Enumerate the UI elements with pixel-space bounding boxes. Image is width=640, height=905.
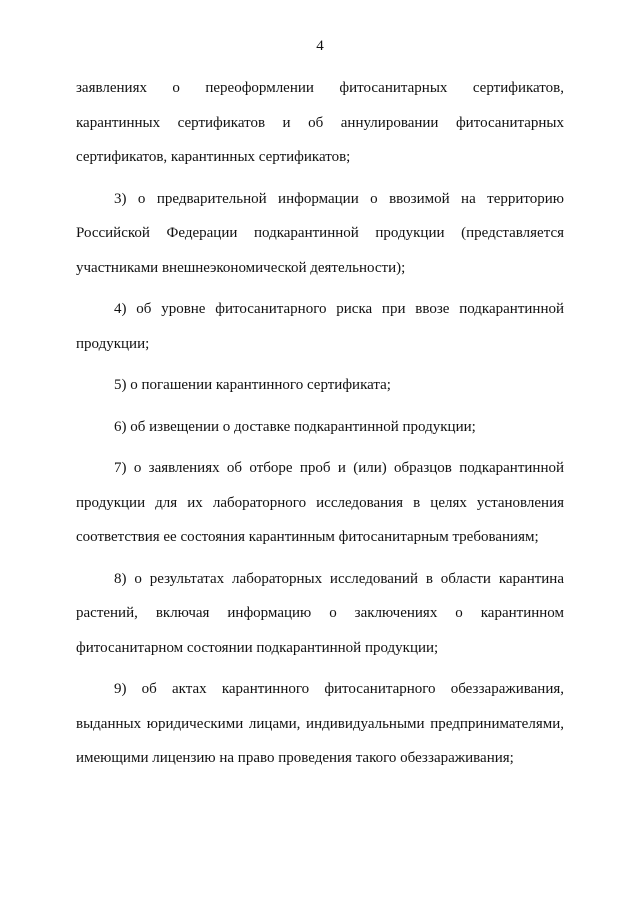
list-item-6: 6) об извещении о доставке подкарантинной продукции;: [114, 418, 476, 435]
list-item-4: 4) об уровне фитосанитарного риска при ввозе подкарантинной продукции;: [76, 301, 564, 352]
document-body: [76, 71, 564, 783]
list-item-8: 8) о результатах лабораторных исследований в области карантина растений, включая информацию о заключениях о карантинном фитосанитарном состоянии подкарантинной продукции;: [76, 570, 564, 656]
paragraph-continuation: заявлениях о переоформлении фитосанитарных сертификатов, карантинных сертификатов и об аннулировании фитосанитарных сертификатов, карантинных сертификатов;: [76, 80, 564, 165]
list-item-5: 5) о погашении карантинного сертификата;: [114, 377, 391, 393]
list-item-3: 3) о предварительной информации о ввозимой на территорию Российской Федерации подкарантинной продукции (представляется участниками внешнеэкономической деятельности);: [76, 190, 564, 276]
list-item-9: 9) об актах карантинного фитосанитарного обеззараживания, выданных юридическими лицами, индивидуальными предпринимателями, имеющими лицензию на право проведения такого обеззараживания;: [76, 681, 564, 766]
page-number: 4: [316, 38, 324, 54]
list-item-7: 7) о заявлениях об отборе проб и (или) образцов подкарантинной продукции для их лабораторного исследования в целях установления соответствия ее состояния карантинным фитосанитарным требованиям;: [76, 460, 564, 545]
